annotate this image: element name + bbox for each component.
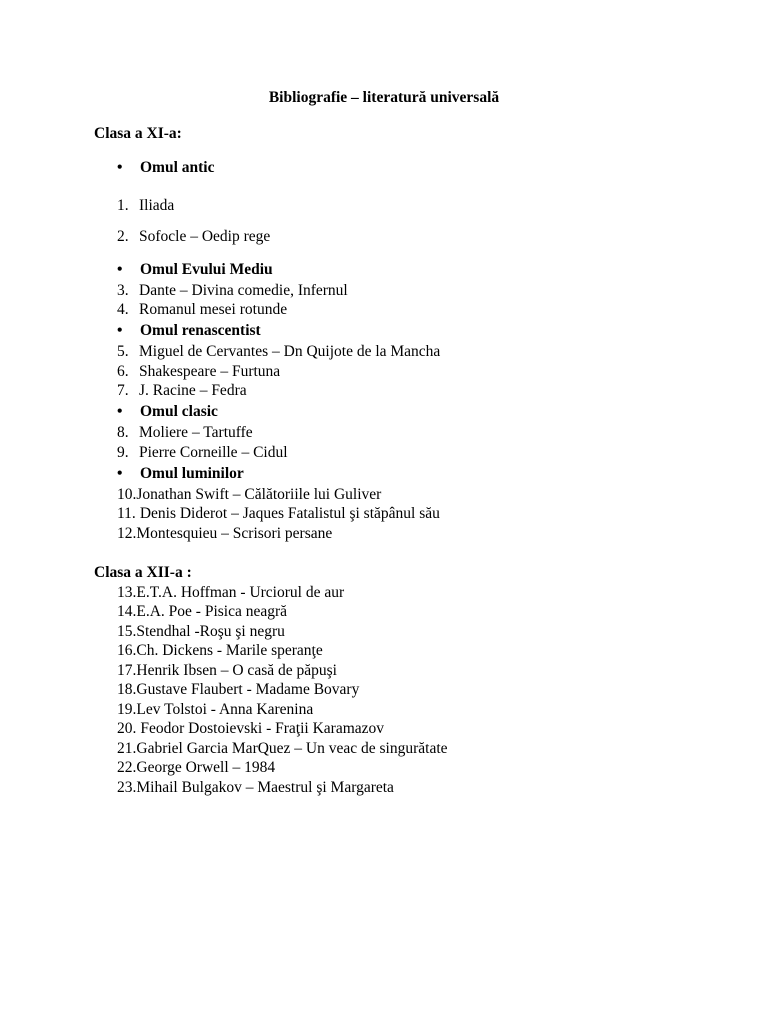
list-item — [117, 227, 270, 247]
list-item — [117, 300, 287, 320]
item-number: 14. — [117, 603, 137, 620]
bullet-icon: • — [117, 322, 123, 339]
list-item — [117, 524, 332, 544]
list-item — [117, 661, 337, 681]
group-heading-omul-evului-mediu — [117, 260, 273, 280]
bullet-icon: • — [117, 403, 123, 420]
page-title: Bibliografie – literatură universală — [268, 89, 500, 106]
group-label: Omul clasic — [140, 403, 218, 420]
list-item — [117, 381, 247, 401]
item-text: Dante – Divina comedie, Infernul — [139, 282, 348, 299]
item-number: 6. — [117, 363, 129, 380]
item-text: Shakespeare – Furtuna — [139, 363, 281, 380]
item-text: Jonathan Swift – Călătoriile lui Guliver — [136, 486, 382, 503]
item-text: Gabriel Garcia MarQuez – Un veac de singurătate — [136, 740, 448, 757]
bullet-icon: • — [117, 261, 123, 278]
list-item — [117, 196, 174, 216]
bullet-icon: • — [117, 159, 123, 176]
list-item — [117, 622, 285, 642]
item-text: Lev Tolstoi - Anna Karenina — [136, 701, 314, 718]
item-text: Gustave Flaubert - Madame Bovary — [136, 681, 360, 698]
item-number: 12. — [117, 525, 137, 542]
group-heading-omul-antic — [117, 158, 215, 178]
item-text: Mihail Bulgakov – Maestrul şi Margareta — [136, 779, 394, 796]
item-text: Henrik Ibsen – O casă de păpuşi — [136, 662, 337, 679]
list-item — [117, 758, 275, 778]
bullet-icon: • — [117, 465, 123, 482]
item-number: 10. — [117, 486, 137, 503]
item-number: 19. — [117, 701, 137, 718]
list-item — [117, 342, 440, 362]
item-number: 5. — [117, 343, 129, 360]
item-number: 15. — [117, 623, 137, 640]
item-text: Ch. Dickens - Marile speranţe — [136, 642, 323, 659]
list-item — [117, 583, 344, 603]
item-number: 21. — [117, 740, 137, 757]
item-text: Moliere – Tartuffe — [139, 424, 253, 441]
group-heading-omul-clasic — [117, 402, 218, 422]
item-text: Sofocle – Oedip rege — [139, 228, 271, 245]
item-number: 3. — [117, 282, 129, 299]
list-item — [117, 423, 253, 443]
list-item — [117, 739, 448, 759]
group-label: Omul luminilor — [140, 465, 244, 482]
list-item — [117, 504, 440, 524]
item-number: 11. — [117, 505, 136, 522]
item-number: 8. — [117, 424, 129, 441]
list-item — [117, 680, 359, 700]
item-text: Montesquieu – Scrisori persane — [136, 525, 333, 542]
group-heading-omul-luminilor — [117, 464, 244, 484]
item-number: 20. — [117, 720, 137, 737]
item-number: 18. — [117, 681, 137, 698]
item-number: 4. — [117, 301, 129, 318]
item-text: Iliada — [139, 197, 175, 214]
list-item — [117, 443, 288, 463]
item-text: Feodor Dostoievski - Fraţii Karamazov — [140, 720, 385, 737]
group-label: Omul renascentist — [140, 322, 261, 339]
list-item — [117, 602, 287, 622]
item-text: E.T.A. Hoffman - Urciorul de aur — [136, 584, 345, 601]
item-number: 13. — [117, 584, 137, 601]
item-text: Stendhal -Roşu şi negru — [136, 623, 285, 640]
item-number: 16. — [117, 642, 137, 659]
item-text: George Orwell – 1984 — [136, 759, 276, 776]
item-number: 1. — [117, 197, 129, 214]
item-text: Denis Diderot – Jaques Fatalistul şi stăpânul său — [139, 505, 440, 522]
list-item — [117, 641, 323, 661]
list-item — [117, 700, 313, 720]
item-number: 17. — [117, 662, 137, 679]
list-item — [117, 362, 280, 382]
group-heading-omul-renascentist — [117, 321, 261, 341]
item-text: E.A. Poe - Pisica neagră — [136, 603, 288, 620]
item-number: 7. — [117, 382, 129, 399]
item-number: 2. — [117, 228, 129, 245]
group-label: Omul antic — [140, 159, 215, 176]
item-number: 23. — [117, 779, 137, 796]
list-item — [117, 485, 381, 505]
list-item — [117, 281, 348, 301]
item-text: Miguel de Cervantes – Dn Quijote de la Mancha — [139, 343, 441, 360]
list-item — [117, 719, 384, 739]
group-label: Omul Evului Mediu — [140, 261, 273, 278]
list-item — [117, 778, 394, 798]
section-heading-xi: Clasa a XI-a: — [94, 125, 182, 142]
section-heading-xii: Clasa a XII-a : — [94, 564, 192, 581]
item-number: 9. — [117, 444, 129, 461]
item-number: 22. — [117, 759, 137, 776]
item-text: Romanul mesei rotunde — [139, 301, 288, 318]
item-text: J. Racine – Fedra — [139, 382, 247, 399]
item-text: Pierre Corneille – Cidul — [139, 444, 288, 461]
